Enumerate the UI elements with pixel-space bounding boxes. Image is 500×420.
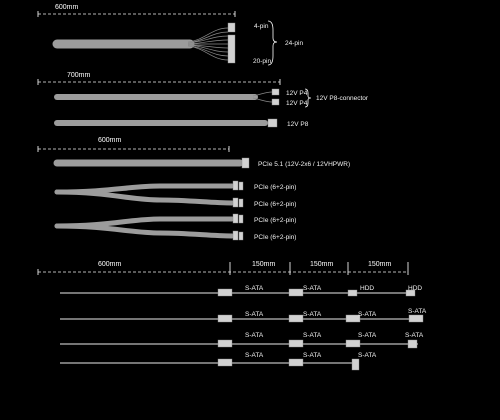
- atx-24pin-label: 24-pin: [285, 40, 304, 47]
- dimension-label: 600mm: [98, 137, 122, 144]
- hdd-connector: [348, 290, 357, 296]
- atx-20pin-connector: [228, 35, 235, 63]
- cpu-p4-connector-b: [272, 99, 279, 105]
- cpu-p4-connector-a: [272, 89, 279, 95]
- pcie-connector-2pin: [239, 199, 243, 207]
- pcie-label-2: PCIe (6+2-pin): [254, 201, 297, 208]
- pcie-connector: [233, 214, 238, 223]
- sata-label: S-ATA: [358, 311, 377, 318]
- sata-label: S-ATA: [245, 332, 264, 339]
- cpu-p8-label: 12V P8: [287, 121, 309, 128]
- sata-connector: [409, 315, 423, 322]
- atx-20pin-label: 20-pin: [253, 58, 272, 65]
- pcie-connector-2pin: [239, 182, 243, 190]
- pcie-hpwr-connector: [242, 158, 249, 168]
- sata-connector: [218, 340, 232, 347]
- sata-label: S-ATA: [245, 285, 264, 292]
- sata-label: S-ATA: [358, 352, 377, 359]
- sata-label: S-ATA: [303, 311, 322, 318]
- sata-cable-row-3: [60, 332, 424, 348]
- pcie-cable-pair-1: [57, 181, 243, 207]
- dimension-label: 150mm: [368, 261, 392, 268]
- dimension-label: 600mm: [98, 261, 122, 268]
- sata-connector: [218, 315, 232, 322]
- pcie-cable-pair-2: [57, 214, 243, 240]
- hdd-label: HDD: [360, 285, 375, 292]
- sata-connector: [289, 359, 303, 366]
- sata-label: S-ATA: [245, 311, 264, 318]
- cpu-p8-group-label: 12V P8-connector: [316, 95, 369, 102]
- sata-connector: [289, 289, 303, 296]
- dimension-line-700mm-cpu: [38, 72, 280, 85]
- dimension-label: 700mm: [67, 72, 91, 79]
- atx-24pin-group: [38, 4, 303, 65]
- sata-cable-row-2: [60, 308, 427, 322]
- cpu-p4-label-a: 12V P4: [286, 90, 308, 97]
- atx-4pin-label: 4-pin: [254, 23, 269, 30]
- dimension-line-sata: [38, 261, 408, 275]
- pcie-connector: [233, 231, 238, 240]
- sata-connector: [408, 340, 417, 348]
- sata-cable-row-4: [60, 352, 377, 370]
- sata-label: S-ATA: [358, 332, 377, 339]
- sata-label: S-ATA: [303, 332, 322, 339]
- dimension-line-600mm-pcie: [38, 137, 229, 152]
- sata-group: [38, 261, 427, 370]
- dimension-label: 150mm: [310, 261, 334, 268]
- cpu-group: [38, 72, 369, 128]
- dimension-line-600mm-atx: [38, 4, 235, 17]
- sata-label: S-ATA: [245, 352, 264, 359]
- sata-connector: [346, 340, 360, 347]
- hdd-label: HDD: [408, 285, 423, 292]
- pcie-group: [38, 137, 350, 241]
- atx-4pin-connector: [228, 23, 235, 32]
- pcie-connector-2pin: [239, 232, 243, 240]
- dimension-label: 600mm: [55, 4, 79, 11]
- sata-connector: [352, 359, 359, 370]
- pcie-connector: [233, 181, 238, 190]
- sata-label: S-ATA: [303, 352, 322, 359]
- pcie-connector: [233, 198, 238, 207]
- sata-connector: [289, 340, 303, 347]
- pcie-label-3: PCIe (6+2-pin): [254, 217, 297, 224]
- pcie-connector-2pin: [239, 215, 243, 223]
- atx-wire-fan: [188, 28, 228, 60]
- pcie-hpwr-label: PCIe 5.1 (12V-2x6 / 12VHPWR): [258, 161, 351, 168]
- sata-label: S-ATA: [303, 285, 322, 292]
- sata-connector: [218, 359, 232, 366]
- dimension-label: 150mm: [252, 261, 276, 268]
- cpu-p4-label-b: 12V P4: [286, 100, 308, 107]
- pcie-label-1: PCIe (6+2-pin): [254, 184, 297, 191]
- sata-cable-row-1: [60, 285, 422, 296]
- pcie-label-4: PCIe (6+2-pin): [254, 234, 297, 241]
- sata-connector: [289, 315, 303, 322]
- sata-label: S-ATA: [405, 332, 424, 339]
- sata-connector: [218, 289, 232, 296]
- cpu-p8-connector: [268, 119, 277, 127]
- sata-label: S-ATA: [408, 308, 427, 315]
